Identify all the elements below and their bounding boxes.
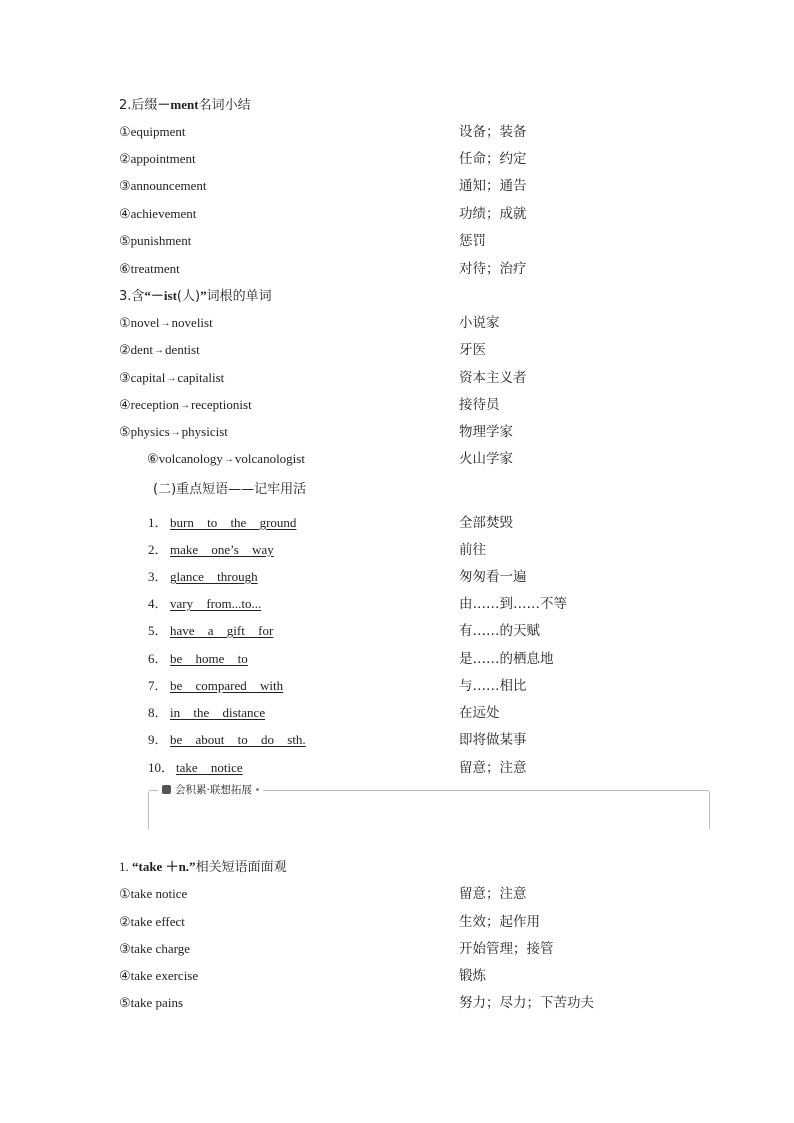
phrase-text: be about to do sth. xyxy=(170,732,306,747)
take-phrase-row xyxy=(119,938,679,960)
phrase-meaning: 全部焚毁 xyxy=(459,515,513,531)
phrase-row xyxy=(148,675,708,697)
phrase-text: be home to xyxy=(170,651,248,666)
vocab-row xyxy=(119,203,679,225)
phrase-number: 3． xyxy=(148,569,168,584)
take-phrase: ②take effect xyxy=(119,914,185,929)
phrase-row xyxy=(148,757,708,779)
extension-box-title-text: 会积累·联想拓展 xyxy=(175,784,252,796)
note-icon xyxy=(162,785,171,794)
vocab-row xyxy=(119,121,679,143)
derived-meaning: 接待员 xyxy=(459,397,500,413)
arrow-right-icon: → xyxy=(160,318,171,329)
vocab-word: ②appointment xyxy=(119,151,196,166)
arrow-right-icon: → xyxy=(170,427,181,438)
phrase-text: vary from...to... xyxy=(170,596,262,611)
phrase-number: 6． xyxy=(148,651,168,666)
take-phrase-row xyxy=(119,965,679,987)
section-3-quote-close: ” xyxy=(200,288,207,303)
phrase-row xyxy=(148,539,708,561)
derivation-row xyxy=(119,339,679,361)
base-word: ⑤physics xyxy=(119,424,170,439)
take-phrase-meaning: 努力；尽力；下苦功夫 xyxy=(459,995,594,1011)
take-phrase-row xyxy=(119,883,679,905)
vocab-word: ④achievement xyxy=(119,206,197,221)
phrase-row xyxy=(148,648,708,670)
vocab-word: ③announcement xyxy=(119,178,207,193)
phrase-row xyxy=(148,702,708,724)
derived-word: novelist xyxy=(171,315,213,330)
phrase-meaning: 前往 xyxy=(459,542,486,558)
base-word: ⑥volcanology xyxy=(147,451,223,466)
phrase-row xyxy=(148,566,708,588)
derived-word: dentist xyxy=(165,342,200,357)
take-section-rest: 相关短语面面观 xyxy=(195,860,287,875)
section-2-number: 2.后缀 xyxy=(119,98,158,113)
vocab-row xyxy=(119,175,679,197)
arrow-right-icon: → xyxy=(166,373,177,384)
derivation-row xyxy=(119,421,679,443)
derived-word: volcanologist xyxy=(234,451,305,466)
extension-box-title xyxy=(158,782,263,798)
phrases-heading: (二)重点短语——记牢用活 xyxy=(153,482,307,497)
phrase-text: in the distance xyxy=(170,705,266,720)
section-2-suffix: －ment xyxy=(157,97,199,112)
section-3-heading xyxy=(119,285,272,308)
derived-meaning: 小说家 xyxy=(459,315,500,331)
section-3-quote-open: “ xyxy=(144,288,151,303)
take-phrase-meaning: 留意；注意 xyxy=(459,886,527,902)
arrow-right-icon: → xyxy=(180,400,191,411)
phrase-text: be compared with xyxy=(170,678,284,693)
phrase-meaning: 即将做某事 xyxy=(459,732,527,748)
vocab-word: ⑤punishment xyxy=(119,233,192,248)
vocab-row xyxy=(119,148,679,170)
take-phrase: ⑤take pains xyxy=(119,995,183,1010)
phrase-row xyxy=(148,512,708,534)
take-section-heading xyxy=(119,856,287,879)
vocab-row xyxy=(119,230,679,252)
phrase-meaning: 留意；注意 xyxy=(459,760,527,776)
phrase-row xyxy=(148,620,708,642)
phrase-number: 2． xyxy=(148,542,168,557)
vocab-meaning: 通知；通告 xyxy=(459,178,527,194)
take-phrase-row xyxy=(119,992,679,1014)
derivation-row xyxy=(119,367,679,389)
vocab-row xyxy=(119,258,679,280)
phrase-number: 1． xyxy=(148,515,168,530)
phrase-number: 4． xyxy=(148,596,168,611)
arrow-right-icon: → xyxy=(154,345,165,356)
phrase-number: 5． xyxy=(148,623,168,638)
base-word: ③capital xyxy=(119,370,166,385)
phrase-text: take notice xyxy=(176,760,243,775)
take-phrase: ①take notice xyxy=(119,886,188,901)
derivation-row xyxy=(119,448,679,470)
vocab-meaning: 功绩；成就 xyxy=(459,206,527,222)
derivation-row xyxy=(119,394,679,416)
section-3-root-meaning: (人) xyxy=(176,289,201,304)
phrase-meaning: 匆匆看一遍 xyxy=(459,569,527,585)
derived-word: capitalist xyxy=(177,370,225,385)
phrase-meaning: 与……相比 xyxy=(459,678,527,694)
section-2-heading xyxy=(119,94,251,117)
vocab-meaning: 任命；约定 xyxy=(459,151,527,167)
dot-icon xyxy=(256,788,259,791)
take-phrase-row xyxy=(119,911,679,933)
section-3-number: 3.含 xyxy=(119,289,145,304)
phrase-number: 7． xyxy=(148,678,168,693)
phrase-text: have a gift for xyxy=(170,623,274,638)
phrase-text: glance through xyxy=(170,569,258,584)
vocab-meaning: 对待；治疗 xyxy=(459,261,527,277)
phrase-number: 9． xyxy=(148,732,168,747)
derived-word: physicist xyxy=(181,424,228,439)
phrase-row xyxy=(148,593,708,615)
phrase-row xyxy=(148,729,708,751)
vocab-word: ①equipment xyxy=(119,124,186,139)
take-phrase-meaning: 生效；起作用 xyxy=(459,914,540,930)
take-phrase: ③take charge xyxy=(119,941,190,956)
vocab-word: ⑥treatment xyxy=(119,261,180,276)
take-phrase: ④take exercise xyxy=(119,968,199,983)
phrase-text: make one’s way xyxy=(170,542,274,557)
derived-meaning: 火山学家 xyxy=(459,451,513,467)
derived-meaning: 物理学家 xyxy=(459,424,513,440)
derived-word: receptionist xyxy=(191,397,252,412)
base-word: ①novel xyxy=(119,315,160,330)
section-2-rest: 名词小结 xyxy=(198,98,251,113)
phrase-meaning: 在远处 xyxy=(459,705,500,721)
take-section-bold: “take ＋n.” xyxy=(132,859,196,874)
derived-meaning: 资本主义者 xyxy=(459,370,527,386)
take-phrase-meaning: 开始管理；接管 xyxy=(459,941,554,957)
take-section-number: 1. xyxy=(119,859,129,874)
phrase-number: 8． xyxy=(148,705,168,720)
phrase-meaning: 是……的栖息地 xyxy=(459,651,554,667)
phrase-text: burn to the ground xyxy=(170,515,297,530)
base-word: ④reception xyxy=(119,397,180,412)
phrase-meaning: 有……的天赋 xyxy=(459,623,540,639)
base-word: ②dent xyxy=(119,342,154,357)
phrase-number: 10． xyxy=(148,760,175,775)
arrow-right-icon: → xyxy=(223,454,234,465)
take-phrase-meaning: 锻炼 xyxy=(459,968,486,984)
derived-meaning: 牙医 xyxy=(459,342,486,358)
vocab-meaning: 惩罚 xyxy=(459,233,486,249)
section-3-rest: 词根的单词 xyxy=(206,289,272,304)
phrase-meaning: 由……到……不等 xyxy=(459,596,567,612)
section-3-root: －ist xyxy=(150,288,177,303)
vocab-meaning: 设备；装备 xyxy=(459,124,527,140)
derivation-row xyxy=(119,312,679,334)
